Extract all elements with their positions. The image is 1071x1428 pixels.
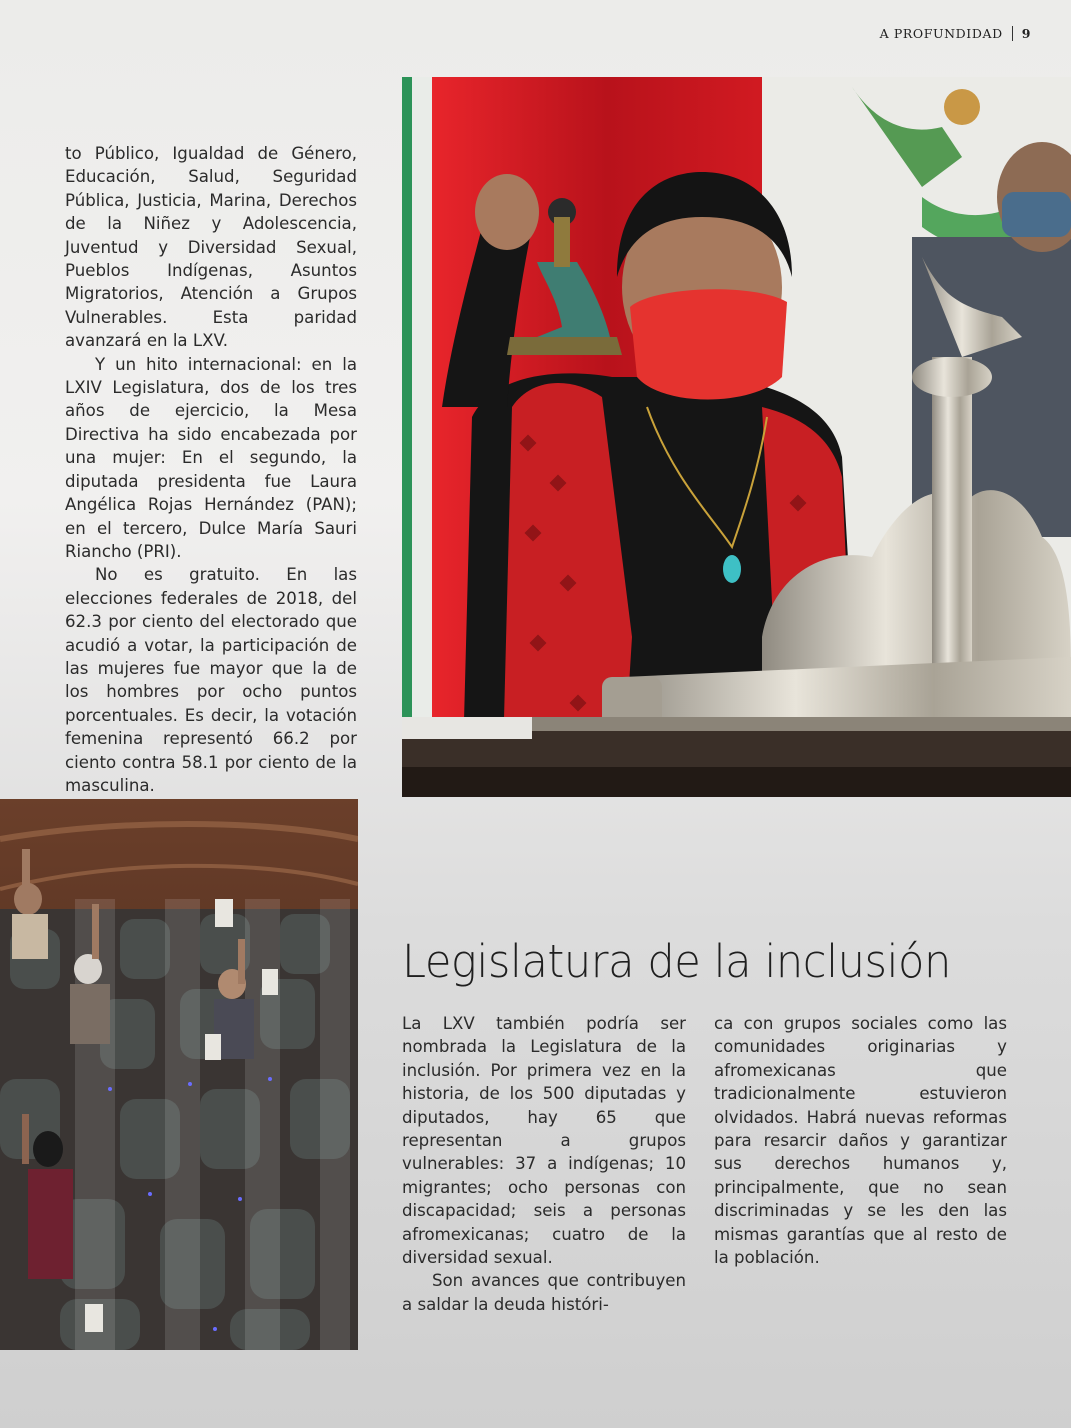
paragraph: La LXV también podría ser nombrada la Legislatura de la inclusión. Por primera vez en la historia, de los 500 diputadas y diputados, hay 65 que representan a grupos vulnerables: 37 a indígenas; 10 migrantes; ocho personas con discapacidad; seis a personas afromexicanas; cuatro de la diversidad sexual. [402, 1014, 686, 1268]
paragraph: to Público, Igualdad de Género, Educación, Salud, Seguridad Pública, Justicia, Marina, Derechos de la Niñez y Adolescencia, Juventud y Diversidad Sexual, Pueblos Indígenas, Asuntos Migratorios, Atención a Grupos Vulnerables. Esta paridad avanzará en la LXV. [65, 144, 357, 351]
section-label: A PROFUNDIDAD [879, 26, 1003, 41]
body-column-2 [714, 1012, 1007, 1269]
main-photo-illustration [402, 77, 1071, 797]
chamber-photo [0, 799, 358, 1350]
running-header [880, 26, 1031, 41]
paragraph: Y un hito internacional: en la LXIV Legislatura, dos de los tres años de ejercicio, la Mesa Directiva ha sido encabezada por una mujer: En el segundo, la diputada presidenta fue Laura Angélica Rojas Hernández (PAN); en el tercero, Dulce María Sauri Riancho (PRI). [65, 354, 357, 561]
paragraph: No es gratuito. En las elecciones federales de 2018, del 62.3 por ciento del electorado que acudió a votar, la participación de las mujeres fue mayor que la de los hombres por ocho puntos porcentuales. Es decir, la votación femenina representó 66.2 por ciento contra 58.1 por ciento de la masculina. [65, 565, 357, 795]
chamber-photo-illustration [0, 799, 358, 1350]
main-photo [402, 77, 1071, 797]
paragraph: Son avances que contribuyen a saldar la deuda históri- [402, 1271, 686, 1314]
left-text-column [65, 142, 357, 797]
body-column-1 [402, 1012, 686, 1316]
section-heading: Legislatura de la inclusión [402, 935, 951, 989]
paragraph: ca con grupos sociales como las comunidades originarias y afromexicanas que tradicionalmente estuvieron olvidados. Habrá nuevas reformas para resarcir daños y garantizar sus derechos humanos y, principalmente, que no sean discriminadas y se les den las mismas garantías que al resto de la población. [714, 1014, 1007, 1268]
header-divider [1012, 26, 1013, 41]
page-number: 9 [1021, 26, 1031, 41]
